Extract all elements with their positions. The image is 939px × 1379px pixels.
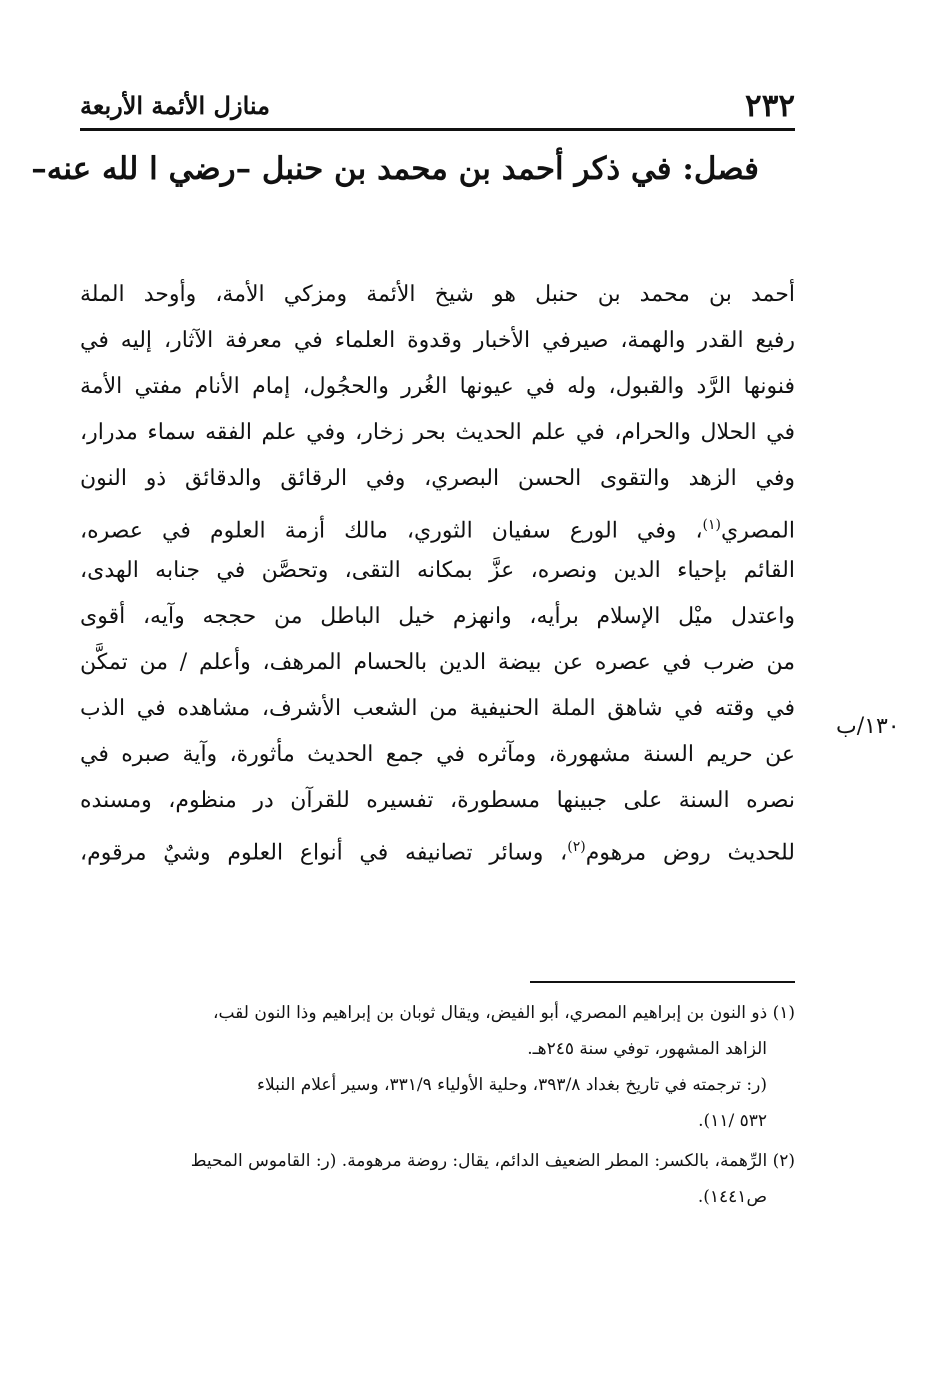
body-line: واعتدل ميْل الإسلام برأيه، وانهزم خيل الباطل من حججه وآيه، أقوى (80, 604, 795, 629)
body-line: عن حريم السنة مشهورة، ومآثره في جمع الحديث مأثورة، وآية صبره في (80, 742, 795, 767)
body-line: نصره السنة على جبينها مسطورة، تفسيره للقرآن در منظوم، ومسنده (80, 788, 795, 813)
footnote-1 (80, 995, 795, 1139)
body-line: في الحلال والحرام، في علم الحديث بحر زخار، وفي علم الفقه سماء مدرار، (80, 420, 795, 445)
body-line: من ضرب في عصره عن بيضة الدين بالحسام المرهف، وأعلم / من تمكَّن (80, 650, 795, 675)
footnote-line: (٢) الرِّهمة، بالكسر: المطر الضعيف الدائم، يقال: روضة مرهومة. (ر: القاموس المحيط (190, 1151, 795, 1171)
chapter-heading: فصل: في ذكر أحمد بن محمد بن حنبل –رضي ا لله عنه– (31, 151, 759, 187)
footnote-rule (530, 981, 795, 983)
body-line: فنونها الرَّد والقبول، وله في عيونها الغُرر والحجُول، إمام الأنام مفتي الأمة (80, 374, 795, 399)
footnote-ref-1[interactable]: (١) (702, 517, 722, 533)
footnote-ref-2[interactable]: (٢) (567, 839, 586, 855)
body-line: رفيع القدر والهمة، صيرفي الأخبار وقدوة العلماء في معرفة الآثار، إليه في (80, 328, 795, 353)
footnote-line: ص١٤٤١). (697, 1187, 767, 1207)
footnote-line: (١) ذو النون بن إبراهيم المصري، أبو الفيض، ويقال ثوبان بن إبراهيم وذا النون لقب، (213, 1003, 795, 1023)
book-title: منازل الأئمة الأربعة (80, 91, 270, 120)
body-line: أحمد بن محمد بن حنبل هو شيخ الأئمة ومزكي الأمة، وأوحد الملة (80, 282, 795, 307)
page-number: ٢٣٢ (745, 88, 795, 124)
running-header (80, 86, 795, 126)
footnote-2 (80, 1143, 795, 1215)
footnote-line: الزاهد المشهور، توفي سنة ٢٤٥هـ. (527, 1039, 767, 1059)
body-line (80, 824, 795, 870)
body-line-prefix: للحديث روض مرهوم (585, 840, 795, 866)
manuscript-folio-note: ١٣٠/ب (836, 714, 900, 739)
header-rule (80, 128, 795, 131)
footnote-line: ٥٣٢ /١١). (698, 1111, 767, 1131)
body-line: وفي الزهد والتقوى الحسن البصري، وفي الرقائق والدقائق ذو النون (80, 466, 795, 491)
body-line-rest: ، وفي الورع سفيان الثوري، مالك أزمة العلوم في عصره، (80, 518, 703, 544)
body-line (80, 502, 795, 548)
footnote-line: (ر: ترجمته في تاريخ بغداد ٣٩٣/٨، وحلية الأولياء ٣٣١/٩، وسير أعلام النبلاء (257, 1075, 767, 1095)
body-text (80, 272, 795, 870)
body-line: القائم بإحياء الدين ونصره، عزَّ بمكانه التقى، وتحصَّن في جنابه الهدى، (80, 558, 795, 583)
body-line: في وقته في شاهق الملة الحنيفية من الشعب الأشرف، مشاهده في الذب (80, 696, 795, 721)
body-line-prefix: المصري (721, 518, 795, 544)
footnotes (80, 995, 795, 1219)
body-line-rest: ، وسائر تصانيفه في أنواع العلوم وشيٌ مرقوم، (80, 840, 568, 866)
